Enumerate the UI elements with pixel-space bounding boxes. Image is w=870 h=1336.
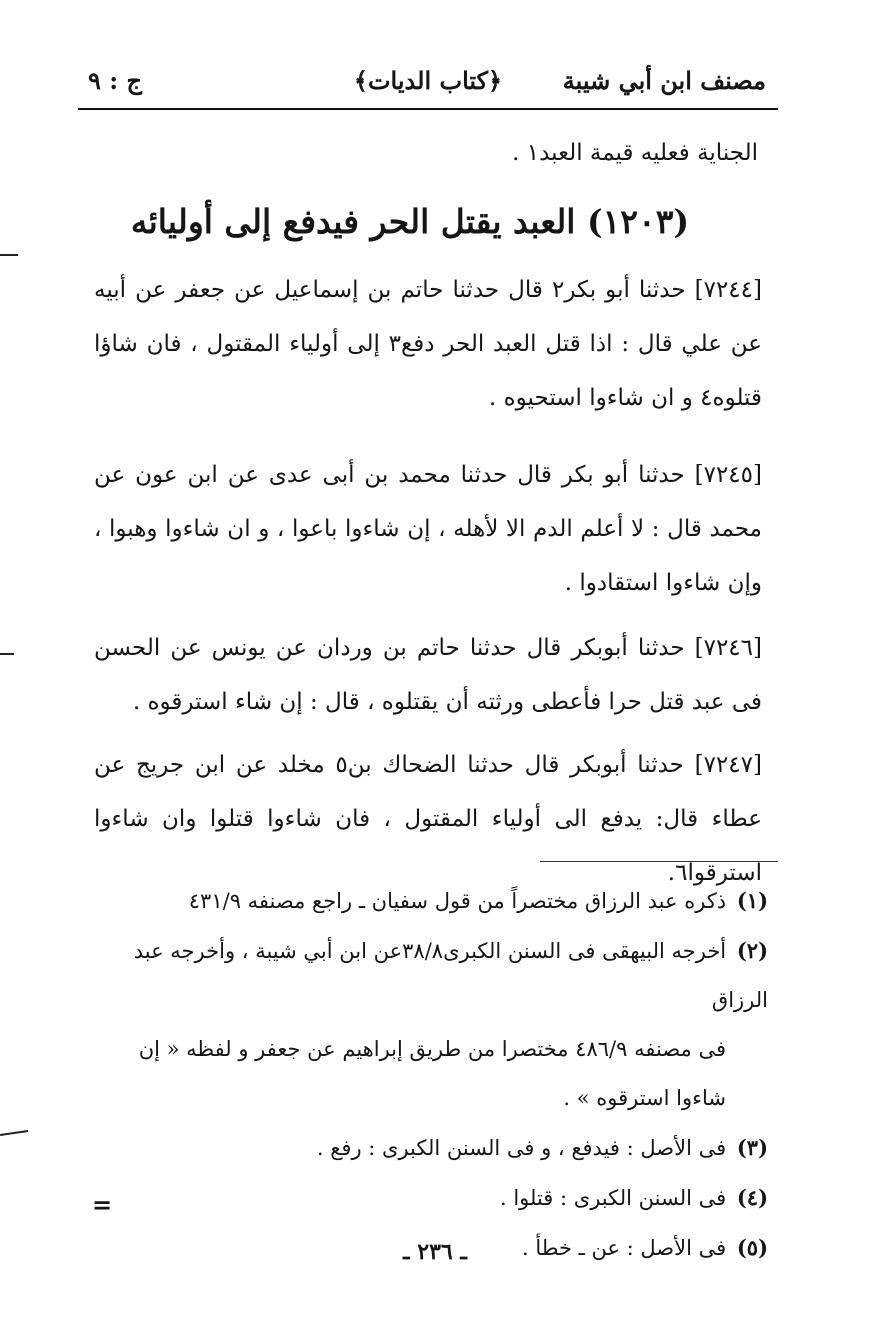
footnote-text: أخرجه البيهقى فى السنن الكبرى٣٨/٨عن ابن أبي شيبة ، وأخرجه عبد الرزاق	[133, 939, 768, 1012]
page-number: ـ ٢٣٦ ـ	[403, 1239, 467, 1265]
page-header	[78, 58, 778, 108]
volume-number: ج : ٩	[88, 66, 142, 95]
footnote-number: (٢)	[736, 938, 768, 963]
footnote-continuation: فى مصنفه ٤٨٦/٩ مختصرا من طريق إبراهيم عن جعفر و لفظه « إن شاءوا استرقوه » .	[138, 1037, 726, 1110]
chapter-title: (١٢٠٣) العبد يقتل الحر فيدفع إلى أوليائه	[130, 202, 690, 241]
section-title: ﴿كتاب الديات﴾	[353, 66, 503, 95]
margin-mark	[0, 254, 18, 256]
footnote-text: فى السنن الكبرى : قتلوا .	[499, 1186, 727, 1210]
footnote-divider	[540, 861, 778, 862]
book-title: مصنف ابن أبي شيبة	[562, 66, 766, 95]
intro-line: الجناية فعليه قيمة العبد١ .	[512, 140, 758, 166]
footnote-item	[96, 1173, 768, 1223]
footnote-item	[96, 876, 768, 926]
footnote-item	[96, 926, 768, 1025]
hadith-paragraph: [٧٢٤٦] حدثنا أبوبكر قال حدثنا حاتم بن وردان عن يونس عن الحسن فى عبد قتل حرا فأعطى ورثته أن يقتلوه ، قال : إن شاء استرقوه .	[94, 635, 762, 715]
footnote-number: (٤)	[736, 1185, 768, 1210]
footnote-item	[96, 1123, 768, 1173]
header-divider	[78, 108, 778, 110]
footnote-text: فى الأصل : عن ـ خطأ .	[521, 1236, 727, 1260]
margin-mark	[0, 653, 14, 655]
footnote-number: (٥)	[736, 1235, 768, 1260]
footnote-text: فى الأصل : فيدفع ، و فى السنن الكبرى : رفع .	[316, 1136, 727, 1160]
footnote-text: ذكره عبد الرزاق مختصراً من قول سفيان ـ راجع مصنفه ٤٣١/٩	[188, 889, 727, 913]
hadith-paragraph: [٧٢٤٥] حدثنا أبو بكر قال حدثنا محمد بن أبى عدى عن ابن عون عن محمد قال : لا أعلم الدم الا لأهله ، إن شاءوا باعوا ، و ان شاءوا وهبوا ، وإن شاءوا استقادوا .	[94, 462, 762, 596]
footnotes-section	[96, 876, 768, 1273]
hadith-paragraph: [٧٢٤٧] حدثنا أبوبكر قال حدثنا الضحاك بن٥ مخلد عن ابن جريج عن عطاء قال: يدفع الى أولياء المقتول ، فان شاءوا قتلوا وان شاءوا استرقوا٦.	[94, 752, 762, 886]
continuation-mark: =	[92, 1190, 113, 1219]
footnote-number: (٣)	[736, 1135, 768, 1160]
margin-mark	[0, 1130, 28, 1136]
footnote-number: (١)	[736, 888, 768, 913]
hadith-paragraph: [٧٢٤٤] حدثنا أبو بكر٢ قال حدثنا حاتم بن إسماعيل عن جعفر عن أبيه عن علي قال : اذا قتل العبد الحر دفع٣ إلى أولياء المقتول ، فان شاؤا قتلوه٤ و ان شاءوا استحيوه .	[94, 277, 762, 411]
